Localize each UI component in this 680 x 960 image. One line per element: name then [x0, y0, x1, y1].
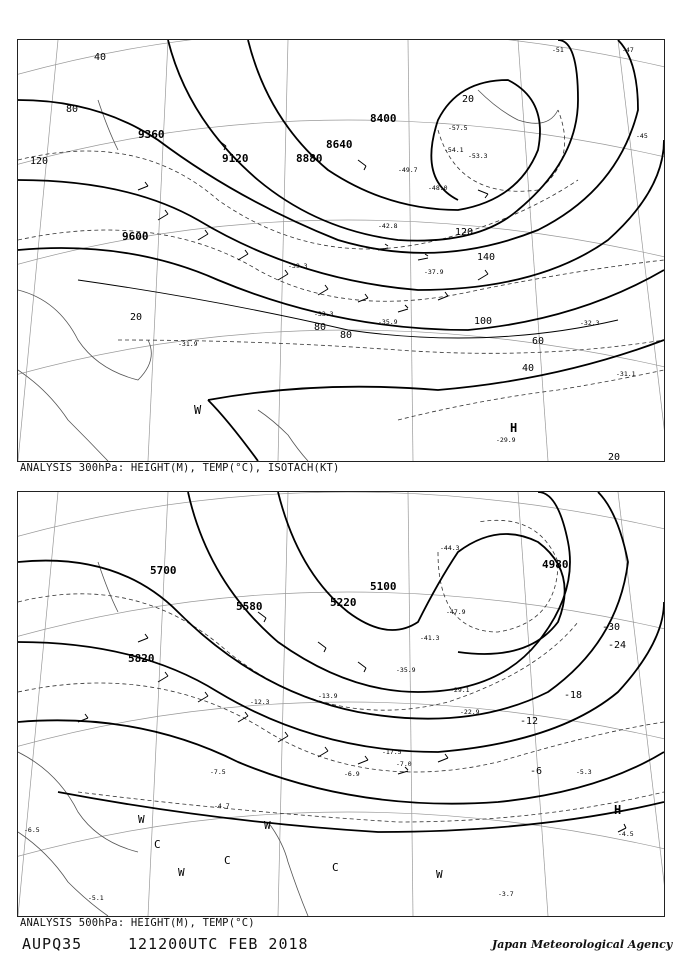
height-label: 5220 [330, 596, 357, 609]
temp-value: -35.9 [378, 318, 398, 326]
height-label: 9120 [222, 152, 249, 165]
temp-value: -45 [636, 132, 648, 140]
temp-value: -5.3 [576, 768, 592, 776]
temp-contour-label: -12 [520, 716, 539, 727]
pressure-system-label: C [332, 861, 339, 874]
pressure-system-label: W [178, 866, 185, 879]
chart-identifier: AUPQ35 [22, 935, 83, 953]
isotherms [18, 110, 664, 420]
panel-500hpa [17, 491, 665, 917]
temp-value: -47 [622, 46, 634, 54]
coastlines [18, 90, 558, 461]
wind-barbs [78, 612, 626, 832]
wind-barbs [138, 140, 488, 312]
pressure-system-label: W [264, 819, 271, 832]
height-label: 5820 [128, 652, 155, 665]
isotach-label: 100 [474, 316, 493, 327]
valid-time: 121200UTC FEB 2018 [128, 935, 309, 953]
temp-value: -7.0 [396, 760, 412, 768]
temp-value: -5.1 [88, 894, 104, 902]
temp-value: -13.9 [318, 692, 338, 700]
temp-value: -49.7 [398, 166, 418, 174]
map-300hpa [18, 40, 664, 461]
caption-300hpa: ANALYSIS 300hPa: HEIGHT(M), TEMP(°C), ISOTACH(KT) [20, 462, 340, 474]
temp-value: -57.5 [448, 124, 468, 132]
height-contours [18, 492, 664, 832]
height-label: 5700 [150, 564, 177, 577]
temp-value: -32.3 [580, 319, 600, 327]
temp-value: -54.1 [444, 146, 464, 154]
temp-value-group [24, 544, 634, 902]
isotach-label: 80 [340, 330, 353, 341]
temp-value: -12.3 [250, 698, 270, 706]
height-label: 5580 [236, 600, 263, 613]
height-label: 5100 [370, 580, 397, 593]
graticule [18, 492, 664, 916]
height-label: 8400 [370, 112, 397, 125]
agency-credit: Japan Meteorological Agency [492, 938, 673, 951]
pressure-system-group [194, 403, 517, 435]
isotach-label: 80 [314, 322, 327, 333]
temp-value: -17.5 [382, 748, 402, 756]
isotach-label: 20 [462, 94, 475, 105]
pressure-system-group [138, 803, 621, 881]
temp-value: -29.1 [450, 686, 470, 694]
temp-contour-label: -24 [608, 640, 627, 651]
height-label: 8880 [296, 152, 323, 165]
isotach-label: 20 [608, 452, 621, 461]
temp-value: -31.9 [178, 340, 198, 348]
pressure-system-label: W [436, 868, 443, 881]
temp-value: -6.9 [344, 770, 360, 778]
temp-value: -7.5 [210, 768, 226, 776]
height-label: 8640 [326, 138, 353, 151]
map-500hpa [18, 492, 664, 916]
pressure-system-label: C [154, 838, 161, 851]
isotach-label: 120 [30, 156, 49, 167]
temp-value: -22.9 [460, 708, 480, 716]
pressure-system-label: H [614, 803, 622, 817]
pressure-system-label: W [138, 813, 145, 826]
temp-value: -53.3 [468, 152, 488, 160]
isotach-label: 80 [66, 104, 79, 115]
temp-value: -47.9 [446, 608, 466, 616]
temp-value: -41.3 [420, 634, 440, 642]
height-label: 9600 [122, 230, 149, 243]
height-label: 9360 [138, 128, 165, 141]
pressure-system-label: C [224, 854, 231, 867]
isotach-label: 20 [130, 312, 143, 323]
isotach-label: 40 [94, 52, 107, 63]
isotach-label: 60 [532, 336, 545, 347]
temp-value: -44.3 [440, 544, 460, 552]
temp-value: -48.0 [428, 184, 448, 192]
isotach-label: 120 [455, 227, 474, 238]
isotach-label: 140 [477, 252, 496, 263]
temp-contour-label: -30 [602, 622, 621, 633]
height-contours [18, 40, 664, 461]
isotach-label: 40 [522, 363, 535, 374]
height-label: 4980 [542, 558, 569, 571]
temp-contour-label: -18 [564, 690, 583, 701]
isotach-label-group [30, 52, 620, 461]
temp-value: -3.7 [498, 890, 514, 898]
caption-500hpa: ANALYSIS 500hPa: HEIGHT(M), TEMP(°C) [20, 917, 255, 929]
temp-value: -6.5 [24, 826, 40, 834]
temp-value: -37.9 [424, 268, 444, 276]
temp-value: -33.3 [314, 310, 334, 318]
temp-value: -31.1 [616, 370, 636, 378]
temp-value: -4.7 [214, 802, 230, 810]
temp-value: -4.5 [618, 830, 634, 838]
temp-value: -42.8 [378, 222, 398, 230]
panel-300hpa [17, 39, 665, 462]
temp-value: -51 [552, 46, 564, 54]
pressure-system-label: W [194, 403, 202, 417]
temp-value: -29.9 [496, 436, 516, 444]
temp-value: -35.9 [396, 666, 416, 674]
temp-value: -39.3 [288, 262, 308, 270]
coastlines [18, 562, 308, 916]
temp-contour-label: -6 [530, 766, 543, 777]
pressure-system-label: H [510, 421, 518, 435]
